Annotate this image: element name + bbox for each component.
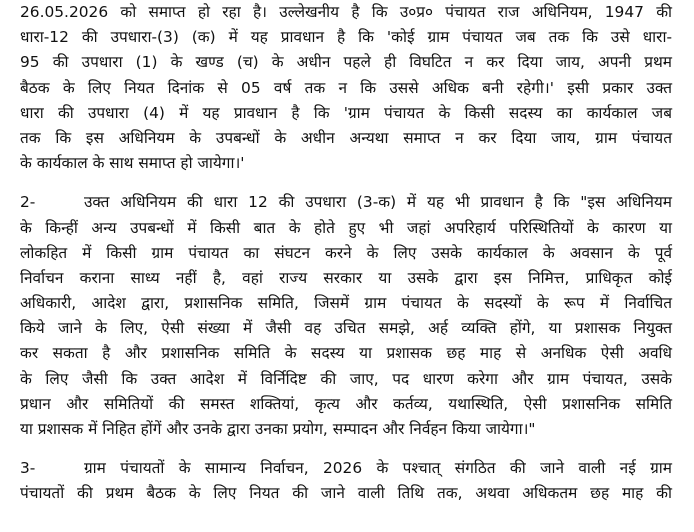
paragraph-number: 3- — [20, 459, 36, 478]
text-line: किये जाने के लिए, ऐसी संख्या में जैसी वह उचित समझे, अर्ह व्यक्ति होंगे, या प्रशासक नियुक्त — [20, 319, 672, 338]
text-line: 95 की उपधारा (1) के खण्ड (च) के अधीन पहले ही विघटित न कर दिया जाय, अपनी प्रथम — [20, 53, 672, 72]
text-line: के किन्हीं अन्य उपबन्धों में किसी बात के होते हुए भी जहां अपरिहार्य परिस्थितियों के कारण या — [20, 218, 672, 237]
text-line: 26.05.2026 को समाप्त हो रहा है। उल्लेखनीय है कि उ०प्र० पंचायत राज अधिनियम, 1947 की — [20, 3, 672, 21]
text-line: उक्त अधिनियम की धारा 12 की उपधारा (3-क) में यह भी प्रावधान है कि "इस अधिनियम — [84, 193, 672, 212]
text-line: प्रधान और समितियों की समस्त शक्तियां, कृत्य और कर्तव्य, यथास्थिति, ऐसी प्रशासनिक समिति — [20, 394, 672, 413]
text-line: धारा की उपधारा (4) में यह प्रावधान है कि 'ग्राम पंचायत के किसी सदस्य का कार्यकाल जब — [20, 103, 672, 122]
text-line: कर सकता है और प्रशासनिक समिति के सदस्य या प्रशासक छह माह से अनधिक ऐसी अवधि — [20, 344, 672, 363]
paragraph-1 — [20, 0, 672, 176]
text-line: ग्राम पंचायतों के सामान्य निर्वाचन, 2026 के पश्चात् संगठित की जाने वाली नई ग्राम — [84, 459, 672, 478]
text-line: के कार्यकाल के साथ समाप्त हो जायेगा।' — [20, 154, 245, 173]
document-page — [20, 0, 672, 507]
paragraph-3 — [20, 456, 672, 506]
paragraph-first-line — [20, 190, 672, 215]
text-line: बैठक के लिए नियत दिनांक से 05 वर्ष तक न कि उससे अधिक बनी रहेगी।' इसी प्रकार उक्त — [20, 78, 672, 97]
text-line: पंचायतों की प्रथम बैठक के लिए नियत की जाने वाली तिथि तक, अथवा अधिकतम छह माह की — [20, 484, 672, 503]
text-line: लोकहित में किसी ग्राम पंचायत का संघटन करने के लिए उसके कार्यकाल के अवसान के पूर्व — [20, 243, 672, 262]
paragraph-number: 2- — [20, 193, 36, 212]
paragraph-2 — [20, 190, 672, 442]
text-line: निर्वाचन कराना साध्य नहीं है, वहां राज्य सरकार या उसके द्वारा इस निमित्त, प्राधिकृत कोई — [20, 268, 672, 287]
text-line: या प्रशासक में निहित होंगें और उनके द्वारा उनका प्रयोग, सम्पादन और निर्वहन किया जायेगा।" — [20, 420, 536, 438]
paragraph-first-line — [20, 456, 672, 481]
text-line: अधिकारी, आदेश द्वारा, प्रशासनिक समिति, जिसमें ग्राम पंचायत के सदस्यों के रूप में निर्वाचित — [20, 294, 672, 313]
text-line: तक कि इस अधिनियम के उपबन्धों के अधीन अन्यथा समाप्त न कर दिया जाय, ग्राम पंचायत — [20, 128, 672, 147]
text-line: के लिए जैसी कि उक्त आदेश में विर्निदिष्ट की जाए, पद धारण करेगा और ग्राम पंचायत, उसके — [20, 369, 672, 388]
text-line: धारा-12 की उपधारा-(3) (क) में यह प्रावधान है कि 'कोई ग्राम पंचायत जब तक कि उसे धारा- — [20, 28, 672, 47]
